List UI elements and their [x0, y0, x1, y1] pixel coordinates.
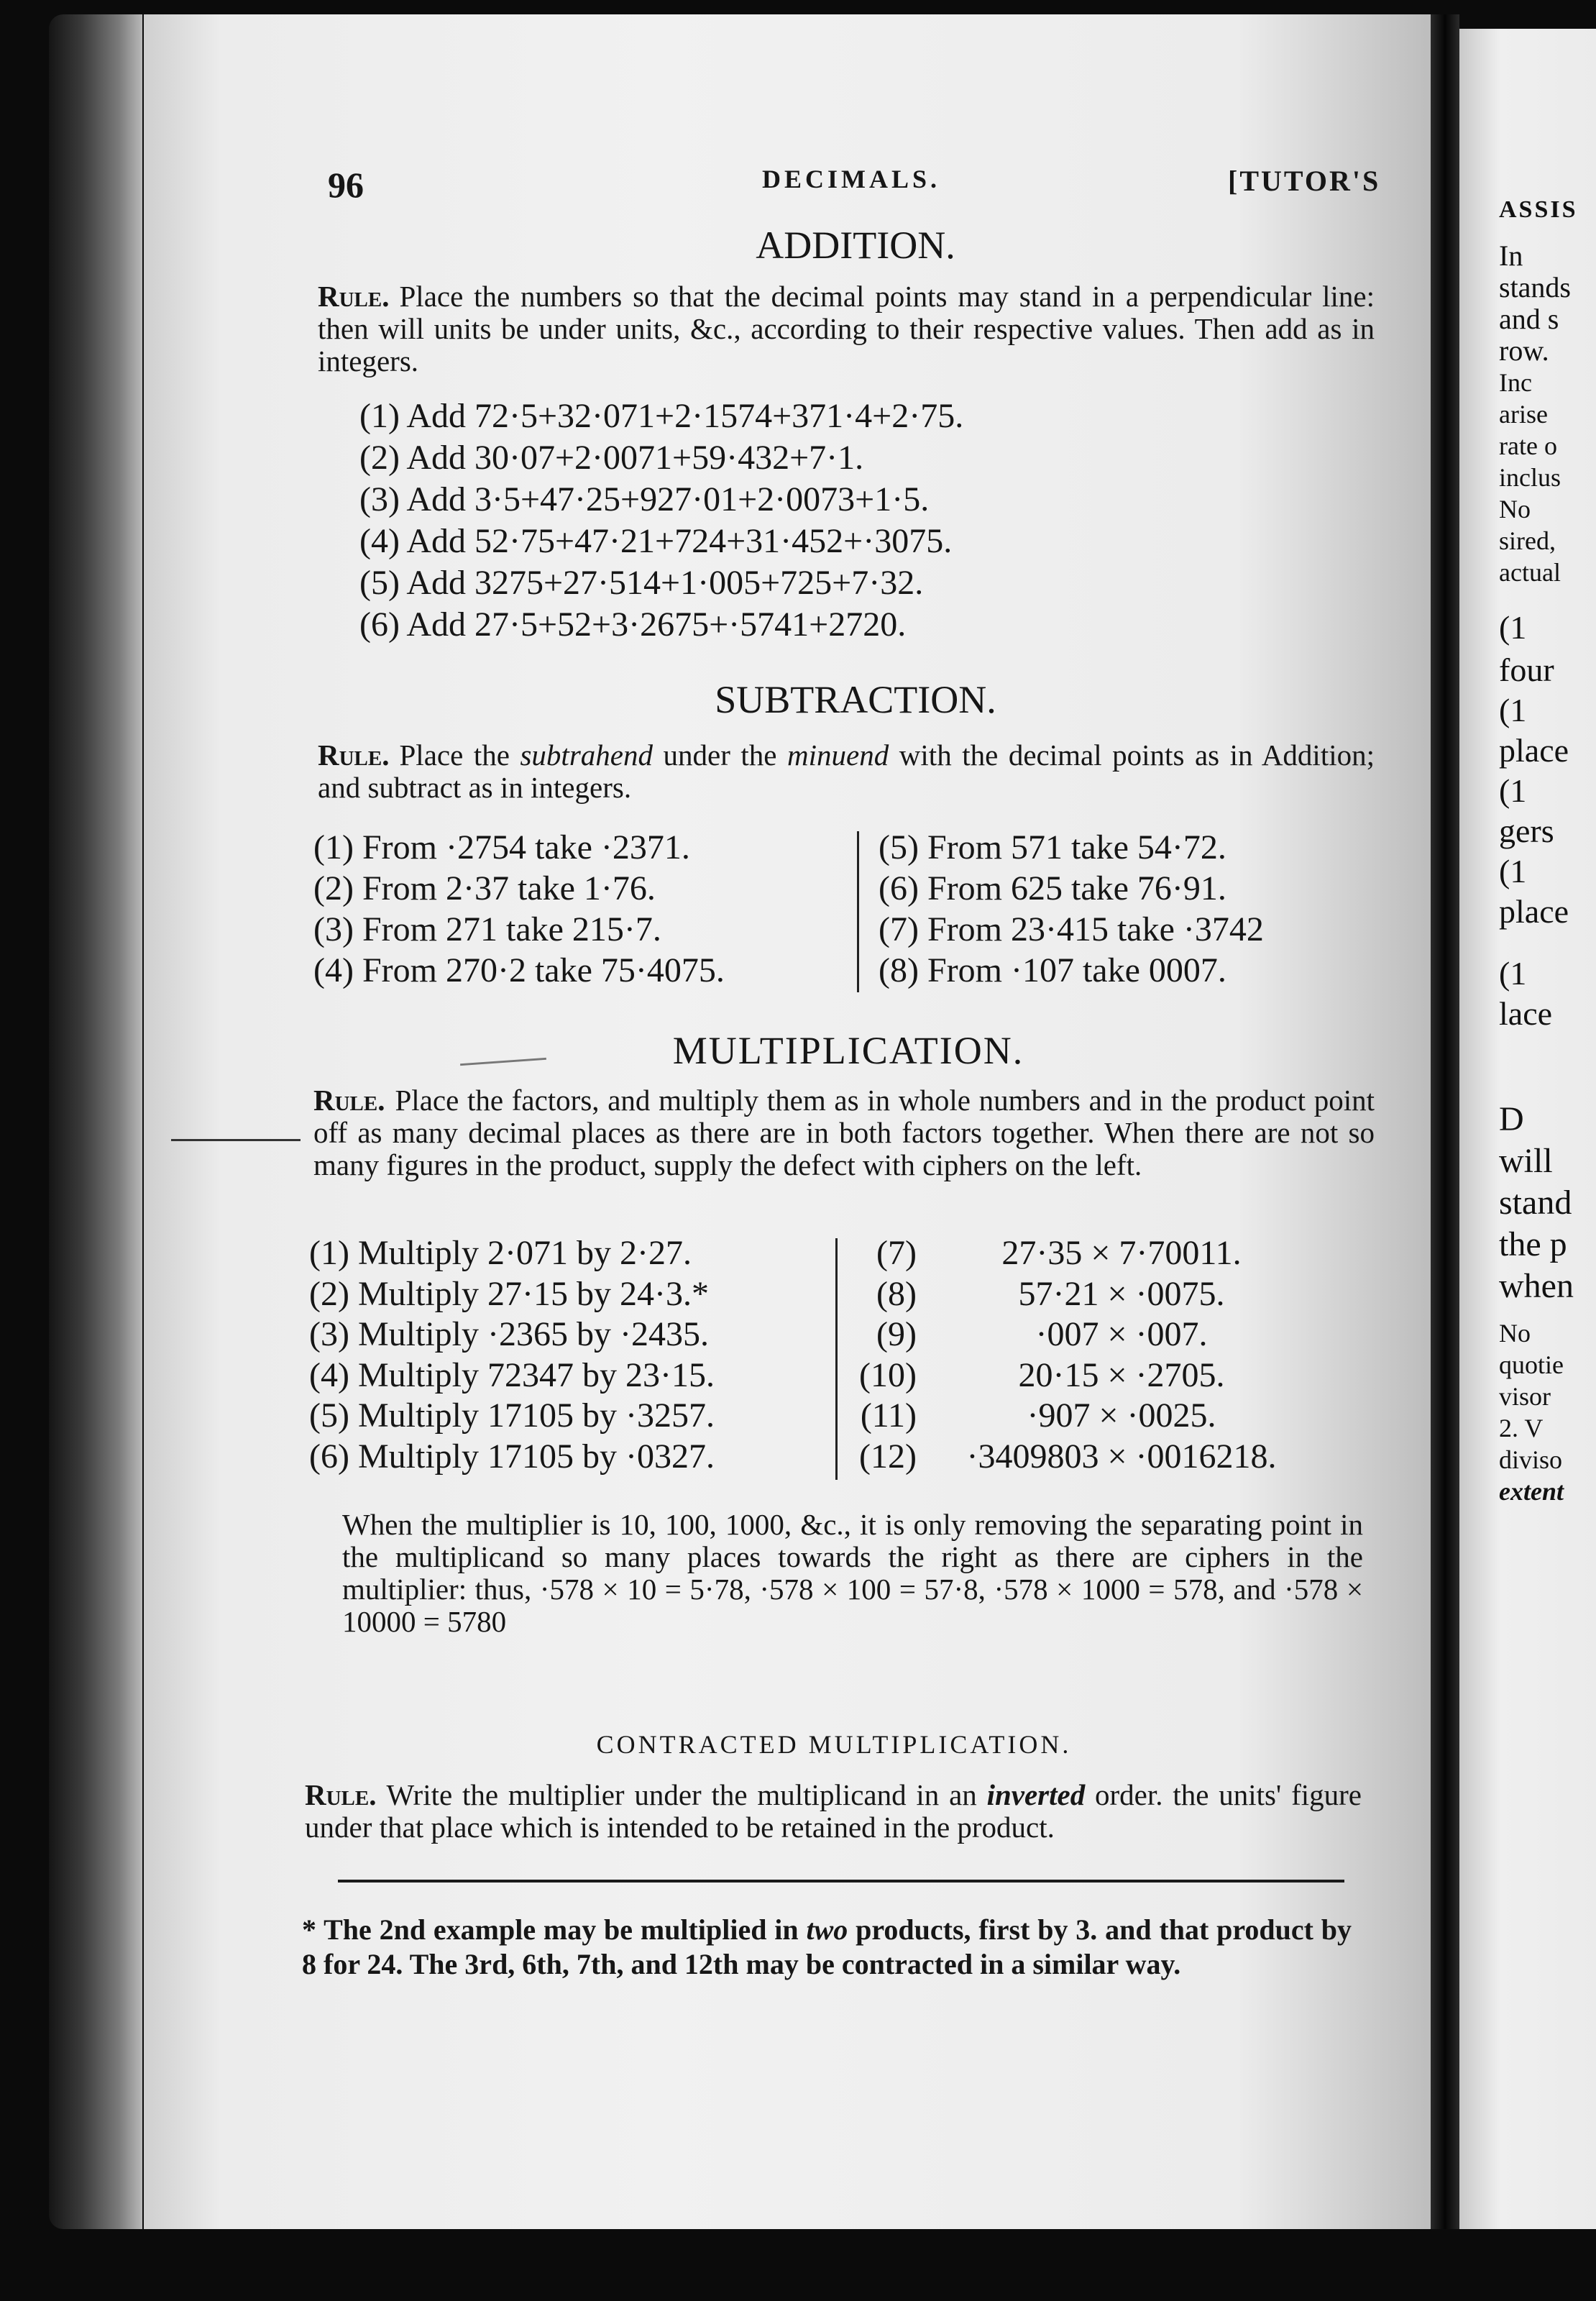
subtraction-example: (6) From 625 take 76·91.	[879, 869, 1226, 907]
facing-fragment: ASSIS	[1499, 196, 1578, 223]
multiplication-expression: ·907 × ·0025.	[1027, 1396, 1216, 1435]
addition-examples	[359, 395, 963, 646]
addition-heading: ADDITION.	[756, 224, 955, 267]
addition-example: (4) Add 52·75+47·21+724+31·452+·3075.	[359, 522, 953, 560]
multiplication-left-column	[309, 1233, 715, 1477]
subtraction-left-column	[313, 827, 725, 991]
facing-fragment: arise	[1499, 400, 1548, 429]
facing-fragment: (1	[1499, 772, 1527, 810]
facing-fragment: stand	[1499, 1184, 1572, 1222]
subtraction-example: (5) From 571 take 54·72.	[879, 828, 1226, 866]
subtraction-example: (4) From 270·2 take 75·4075.	[313, 951, 725, 989]
facing-fragment: when	[1499, 1267, 1574, 1306]
multiplication-right-expressions	[935, 1233, 1308, 1477]
footnote-emphasis: two	[806, 1913, 848, 1946]
book-spine-edge	[49, 14, 142, 2229]
facing-fragment: will	[1499, 1142, 1553, 1181]
rule-emphasis: subtrahend	[520, 738, 653, 772]
facing-fragment: the p	[1499, 1225, 1567, 1264]
margin-mark	[171, 1139, 301, 1141]
multiplication-rule	[313, 1084, 1375, 1181]
multiplication-expression: ·3409803 × ·0016218.	[966, 1437, 1277, 1476]
subtraction-example: (7) From 23·415 take ·3742	[879, 910, 1264, 948]
subtraction-example: (8) From ·107 take 0007.	[879, 951, 1226, 989]
addition-rule-text: Place the numbers so that the decimal points may stand in a perpendicular line: then will units be under units, &c., according to their respective values. Then add as in integers.	[318, 280, 1375, 378]
rule-emphasis: inverted	[986, 1778, 1086, 1811]
facing-fragment: place	[1499, 732, 1569, 769]
footnote-divider	[338, 1880, 1344, 1883]
facing-page	[1459, 29, 1596, 2229]
contracted-rule	[305, 1779, 1362, 1844]
subtraction-example: (2) From 2·37 take 1·76.	[313, 869, 656, 907]
rule-text: with the decimal points as in Addition; and subtract as in integers.	[318, 738, 1375, 804]
subtraction-example: (1) From ·2754 take ·2371.	[313, 828, 690, 866]
facing-fragment: D	[1499, 1100, 1524, 1139]
multiplication-expression: 27·35 × 7·70011.	[1001, 1234, 1242, 1272]
page-number: 96	[328, 165, 364, 205]
multiplication-example: (4) Multiply 72347 by 23·15.	[309, 1355, 715, 1394]
example-number: (8)	[876, 1274, 917, 1313]
example-number: (10)	[859, 1355, 917, 1394]
example-number: (11)	[860, 1396, 917, 1435]
addition-rule	[318, 280, 1375, 378]
multiplication-example: (3) Multiply ·2365 by ·2435.	[309, 1315, 709, 1353]
facing-fragment: No	[1499, 1319, 1531, 1348]
multiplication-example: (6) Multiply 17105 by ·0327.	[309, 1437, 715, 1476]
facing-fragment: and s	[1499, 303, 1559, 336]
example-number: (9)	[876, 1315, 917, 1353]
multiplication-example: (2) Multiply 27·15 by 24·3.*	[309, 1274, 709, 1313]
facing-fragment: lace	[1499, 995, 1553, 1033]
addition-example: (3) Add 3·5+47·25+927·01+2·0073+1·5.	[359, 480, 930, 518]
multiplication-right-numbers	[852, 1233, 917, 1477]
running-title: DECIMALS.	[762, 165, 941, 193]
example-number: (7)	[876, 1234, 917, 1272]
facing-fragment: inclus	[1499, 463, 1561, 493]
rule-emphasis: minuend	[787, 738, 889, 772]
addition-example: (2) Add 30·07+2·0071+59·432+7·1.	[359, 439, 864, 477]
column-divider	[835, 1238, 838, 1480]
facing-fragment: extent	[1499, 1477, 1564, 1506]
column-divider	[857, 831, 859, 992]
multiplication-expression: 20·15 × ·2705.	[1018, 1355, 1225, 1394]
facing-fragment: (1	[1499, 955, 1527, 992]
rule-text: under the	[663, 738, 777, 772]
facing-fragment: 2. V	[1499, 1414, 1544, 1443]
running-head-right: [TUTOR'S	[1228, 165, 1381, 197]
facing-fragment: stands	[1499, 271, 1571, 304]
multiplication-example: (5) Multiply 17105 by ·3257.	[309, 1396, 715, 1435]
addition-example: (6) Add 27·5+52+3·2675+·5741+2720.	[359, 605, 907, 644]
rule-text: Write the multiplier under the multiplicand in an	[386, 1778, 977, 1811]
facing-fragment: visor	[1499, 1382, 1551, 1412]
facing-fragment: actual	[1499, 558, 1561, 587]
facing-fragment: place	[1499, 893, 1569, 930]
multiplication-note: When the multiplier is 10, 100, 1000, &c., it is only removing the separating point in the multiplicand so many places towards the right as there are ciphers in the multiplier: thus, ·578 × 10 = 5·78, ·578 × 100 = 57·8, ·578 × 1000 = 578, and ·578 × 10000 = 5780	[342, 1508, 1363, 1638]
addition-example: (1) Add 72·5+32·071+2·1574+371·4+2·75.	[359, 397, 964, 435]
facing-fragment: quotie	[1499, 1350, 1564, 1380]
footnote-text: products, first by 3. and that product by 8 for 24. The 3rd, 6th, 7th, and 12th may be contracted in a similar way.	[302, 1913, 1352, 1980]
rule-label: Rule.	[313, 1084, 385, 1117]
rule-label: Rule.	[318, 738, 390, 772]
footnote-text: * The 2nd example may be multiplied in	[302, 1913, 799, 1946]
facing-fragment: row.	[1499, 334, 1549, 367]
example-number: (12)	[859, 1437, 917, 1476]
rule-label: Rule.	[305, 1778, 377, 1811]
facing-fragment: gers	[1499, 813, 1554, 850]
addition-example: (5) Add 3275+27·514+1·005+725+7·32.	[359, 564, 924, 602]
multiplication-expression: 57·21 × ·0075.	[1018, 1274, 1225, 1313]
multiplication-expression: ·007 × ·007.	[1035, 1315, 1208, 1353]
facing-fragment: diviso	[1499, 1445, 1563, 1475]
contracted-heading: CONTRACTED MULTIPLICATION.	[596, 1730, 1072, 1759]
facing-page-text	[1499, 194, 1578, 1507]
rule-label: Rule.	[318, 280, 390, 313]
page-gutter	[1431, 14, 1459, 2229]
facing-fragment: Inc	[1499, 368, 1532, 398]
multiplication-example: (1) Multiply 2·071 by 2·27.	[309, 1234, 692, 1272]
multiplication-heading: MULTIPLICATION.	[672, 1029, 1024, 1072]
subtraction-example: (3) From 271 take 215·7.	[313, 910, 661, 948]
facing-fragment: No	[1499, 495, 1531, 524]
facing-fragment: In	[1499, 239, 1523, 273]
facing-fragment: (1	[1499, 853, 1527, 890]
facing-fragment: (1	[1499, 692, 1527, 729]
subtraction-rule	[318, 739, 1375, 804]
facing-fragment: rate o	[1499, 431, 1557, 461]
rule-text: Place the	[399, 738, 510, 772]
rule-text: order. the units' figure under that place which is intended to be retained in the product.	[305, 1778, 1362, 1844]
multiplication-rule-text: Place the factors, and multiply them as in whole numbers and in the product point off as many decimal places as there are in both factors together. When there are not so many figures in the product, supply the defect with ciphers on the left.	[313, 1084, 1375, 1181]
footnote	[302, 1913, 1352, 1982]
subtraction-right-column	[879, 827, 1264, 991]
facing-fragment: (1	[1499, 609, 1527, 646]
subtraction-heading: SUBTRACTION.	[715, 678, 996, 721]
facing-fragment: four	[1499, 651, 1554, 689]
facing-fragment: sired,	[1499, 526, 1556, 556]
